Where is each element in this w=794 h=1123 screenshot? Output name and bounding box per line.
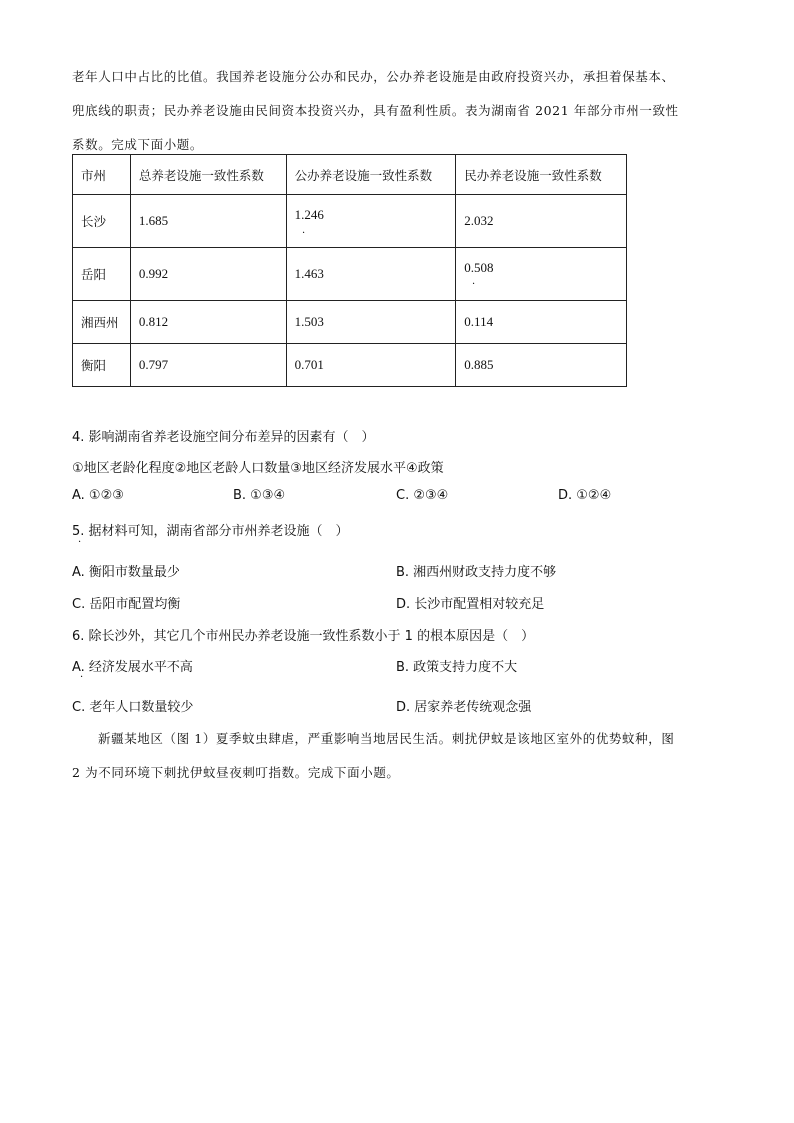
table-cell: 0.701 <box>286 344 456 387</box>
table-row <box>73 344 627 387</box>
outro-line-1: 新疆某地区（图 1）夏季蚊虫肆虐，严重影响当地居民生活。刺扰伊蚊是该地区室外的优势蚊种，图 <box>98 731 675 746</box>
q4-option-b[interactable]: B. ①③④ <box>233 488 286 503</box>
table-header-cell: 民办养老设施一致性系数 <box>456 155 627 195</box>
q6-option-d[interactable]: D. 居家养老传统观念强 <box>396 700 532 715</box>
q6-option-c[interactable]: C. 老年人口数量较少 <box>72 700 194 715</box>
speck-mark: · <box>78 537 82 548</box>
table-header-cell: 公办养老设施一致性系数 <box>286 155 456 195</box>
table-row <box>73 301 627 344</box>
q4-option-a[interactable]: A. ①②③ <box>72 488 124 503</box>
table-cell: 0.508 <box>456 248 627 301</box>
q5-option-a[interactable]: A. 衡阳市数量最少 <box>72 565 180 580</box>
question-5-stem: 5. 据材料可知，湖南省部分市州养老设施（ ） <box>72 524 349 539</box>
table-cell: 0.992 <box>130 248 286 301</box>
intro-paragraph <box>72 60 732 162</box>
table-cell: 1.463 <box>286 248 456 301</box>
q5-option-c[interactable]: C. 岳阳市配置均衡 <box>72 597 181 612</box>
q5-option-b[interactable]: B. 湘西州财政支持力度不够 <box>396 565 557 580</box>
table-cell-city: 长沙 <box>73 195 131 248</box>
table-header-row <box>73 155 627 195</box>
table-header-cell: 总养老设施一致性系数 <box>130 155 286 195</box>
table-row <box>73 248 627 301</box>
speck-mark: · <box>302 228 306 239</box>
outro-paragraph <box>72 722 732 790</box>
speck-mark: · <box>80 672 84 683</box>
table-cell-city: 岳阳 <box>73 248 131 301</box>
table-cell: 0.797 <box>130 344 286 387</box>
q6-option-a[interactable]: A. 经济发展水平不高 <box>72 660 193 675</box>
table-cell-city: 衡阳 <box>73 344 131 387</box>
table-cell: 0.114 <box>456 301 627 344</box>
table-cell: 0.885 <box>456 344 627 387</box>
table-cell: 2.032 <box>456 195 627 248</box>
table-cell-city: 湘西州 <box>73 301 131 344</box>
table-cell: 1.685 <box>130 195 286 248</box>
table-header-cell: 市州 <box>73 155 131 195</box>
table-row <box>73 195 627 248</box>
question-4-stem: 4. 影响湖南省养老设施空间分布差异的因素有（ ） <box>72 430 375 445</box>
intro-line-2: 兜底线的职责；民办养老设施由民间资本投资兴办，具有盈利性质。表为湖南省 2021 年部分市州一致性 <box>72 103 679 118</box>
speck-mark: · <box>472 279 476 290</box>
outro-line-2: 2 为不同环境下刺扰伊蚊昼夜刺叮指数。完成下面小题。 <box>72 765 400 780</box>
table-cell: 1.246 <box>286 195 456 248</box>
q6-option-b[interactable]: B. 政策支持力度不大 <box>396 660 518 675</box>
q4-option-c[interactable]: C. ②③④ <box>396 488 449 503</box>
question-6-stem: 6. 除长沙外，其它几个市州民办养老设施一致性系数小于 1 的根本原因是（ ） <box>72 629 535 644</box>
question-4-items: ①地区老龄化程度②地区老龄人口数量③地区经济发展水平④政策 <box>72 461 444 476</box>
intro-line-1: 老年人口中占比的比值。我国养老设施分公办和民办，公办养老设施是由政府投资兴办，承担着保基本、 <box>72 69 675 84</box>
q5-option-d[interactable]: D. 长沙市配置相对较充足 <box>396 597 545 612</box>
table-cell: 1.503 <box>286 301 456 344</box>
coefficient-table <box>72 154 627 387</box>
q4-option-d[interactable]: D. ①②④ <box>558 488 612 503</box>
table-cell: 0.812 <box>130 301 286 344</box>
intro-line-3: 系数。完成下面小题。 <box>72 137 204 152</box>
